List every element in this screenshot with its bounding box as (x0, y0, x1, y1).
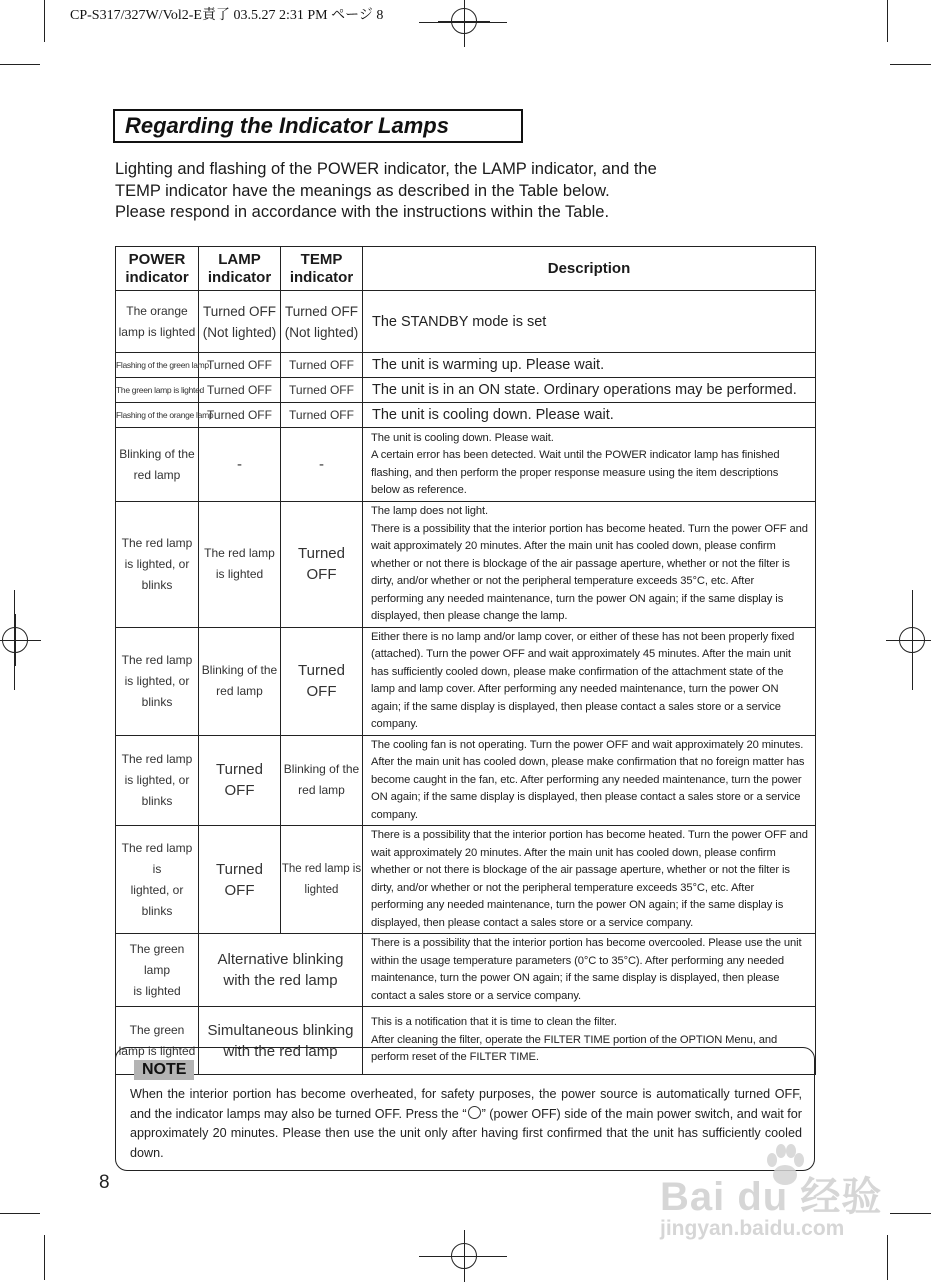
crop-mark (44, 0, 45, 42)
power-cell: The green lamp is lighted (116, 934, 199, 1007)
lamp-cell: - (199, 428, 281, 502)
table-row (116, 378, 816, 403)
header-lamp: LAMP indicator (199, 247, 281, 291)
lamp-cell: Turned OFF (199, 826, 281, 934)
temp-cell: Blinking of the red lamp (281, 735, 363, 826)
power-cell: The red lamp is lighted, or blinks (116, 826, 199, 934)
power-cell: The red lamp is lighted, or blinks (116, 502, 199, 628)
print-header: CP-S317/327W/Vol2-E責了 03.5.27 2:31 PM ページ 8 (70, 8, 384, 23)
table-row (116, 735, 816, 826)
temp-cell: Turned OFF (281, 627, 363, 735)
table-row (116, 353, 816, 378)
crop-mark (890, 64, 931, 65)
registration-mark-icon (451, 1243, 477, 1269)
crop-mark (0, 1213, 40, 1214)
table-header-row (116, 247, 816, 291)
power-cell: The red lamp is lighted, or blinks (116, 735, 199, 826)
temp-cell: Turned OFF (281, 378, 363, 403)
lamp-cell: The red lamp is lighted (199, 502, 281, 628)
power-off-icon (468, 1106, 481, 1119)
lamp-cell: Turned OFF (199, 403, 281, 428)
watermark-logo: Bai du 经验 (660, 1175, 883, 1219)
description-cell: There is a possibility that the interior portion has become heated. Turn the power OFF and wait approximately 20 minutes. After the main unit has cooled down, please confirm whether or not there is blockage of the air passage aperture, whether or not the filter is dirty, and/or whether or not the peripheral temperature exceeds 35°C, etc. After performing any needed maintenance, turn the power ON again; if the same display is displayed, then please contact a sales store or a service company. (363, 826, 816, 934)
registration-mark-icon (2, 627, 28, 653)
registration-mark-icon (899, 627, 925, 653)
crop-mark (0, 64, 40, 65)
intro-line: Please respond in accordance with the instructions within the Table. (115, 203, 610, 221)
header-temp: TEMP indicator (281, 247, 363, 291)
temp-cell: - (281, 428, 363, 502)
intro-line: TEMP indicator have the meanings as described in the Table below. (115, 181, 610, 200)
crop-mark (887, 1235, 888, 1280)
intro-paragraph (115, 159, 755, 224)
temp-cell: Turned OFF (281, 403, 363, 428)
temp-cell: Turned OFF (281, 502, 363, 628)
lamp-cell: Turned OFF (199, 735, 281, 826)
lamp-cell: Turned OFF (199, 353, 281, 378)
intro-line: Lighting and flashing of the POWER indicator, the LAMP indicator, and the (115, 160, 657, 178)
description-cell: The unit is in an ON state. Ordinary operations may be performed. (363, 378, 816, 403)
note-text-start: When the interior portion has become overheated, for safety purposes, the power source is automatically turned OFF, and the indicator lamps may also be turned OFF. Press the “ (130, 1087, 802, 1121)
table-row (116, 502, 816, 628)
lamp-temp-cell: Simultaneous blinking with the red lamp (199, 1007, 363, 1075)
description-cell: This is a notification that it is time to clean the filter. After cleaning the filter, operate the FILTER TIME portion of the OPTION Menu, and perform reset of the FILTER TIME. (363, 1007, 816, 1075)
power-cell: The green lamp is lighted (116, 378, 199, 403)
power-cell: Flashing of the orange lamp (116, 403, 199, 428)
table-row (116, 627, 816, 735)
watermark-url: jingyan.baidu.com (660, 1217, 845, 1240)
crop-mark (890, 1213, 931, 1214)
description-cell: There is a possibility that the interior portion has become overcooled. Please use the unit within the usage temperature parameters (0°C to 35°C). After performing any needed maintenance, turn the power ON again; if the same display is displayed, then please contact a sales store or a service company. (363, 934, 816, 1007)
description-cell: The unit is warming up. Please wait. (363, 353, 816, 378)
description-cell: The unit is cooling down. Please wait. (363, 403, 816, 428)
crop-mark (887, 0, 888, 42)
power-cell: Blinking of the red lamp (116, 428, 199, 502)
header-description: Description (363, 247, 816, 291)
lamp-cell: Blinking of the red lamp (199, 627, 281, 735)
header-power: POWER indicator (116, 247, 199, 291)
table-row (116, 403, 816, 428)
crop-mark (44, 1235, 45, 1280)
power-cell: The green lamp is lighted (116, 1007, 199, 1075)
description-cell: Either there is no lamp and/or lamp cover, or either of these has not been properly fixed (attached). Turn the power OFF and wait approximately 45 minutes. After the main unit has sufficiently cooled down, please make confirmation of the attachment state of the lamp and lamp cover. After performing any needed maintenance, turn the power ON again; if the same display is displayed, then please contact a sales store or a service company. (363, 627, 816, 735)
note-text-end: ” (power OFF) side of the main power switch, and wait for approximately 20 minutes. Please then use the unit only after having first confirmed that the unit has sufficiently cooled down. (130, 1106, 802, 1160)
table-row (116, 428, 816, 502)
description-cell: The lamp does not light. There is a possibility that the interior portion has become heated. Turn the power OFF and wait approximately 20 minutes. After the main unit has cooled down, please confirm whether or not there is blockage of the air passage aperture, whether or not the filter is dirty, and/or whether or not the peripheral temperature exceeds 35°C, etc. After performing any needed maintenance, turn the power ON again; if the same display is displayed, then please change the lamp. (363, 502, 816, 628)
indicator-table (115, 246, 816, 1075)
temp-cell: The red lamp is lighted (281, 826, 363, 934)
temp-cell: Turned OFF (281, 353, 363, 378)
description-cell: The unit is cooling down. Please wait. A certain error has been detected. Wait until the POWER indicator lamp has finished flashing, and then perform the proper response measure using the item descriptions below as reference. (363, 428, 816, 502)
registration-mark-icon (451, 8, 477, 34)
power-cell: Flashing of the green lamp (116, 353, 199, 378)
lamp-cell: Turned OFF (Not lighted) (199, 291, 281, 353)
power-cell: The orange lamp is lighted (116, 291, 199, 353)
note-label: NOTE (134, 1060, 194, 1080)
table-row (116, 291, 816, 353)
power-cell: The red lamp is lighted, or blinks (116, 627, 199, 735)
description-cell: The STANDBY mode is set (363, 291, 816, 353)
table-row (116, 826, 816, 934)
lamp-temp-cell: Alternative blinking with the red lamp (199, 934, 363, 1007)
temp-cell: Turned OFF (Not lighted) (281, 291, 363, 353)
lamp-cell: Turned OFF (199, 378, 281, 403)
page-number: 8 (99, 1172, 110, 1193)
baidu-watermark (660, 1145, 885, 1250)
page-title: Regarding the Indicator Lamps (113, 109, 523, 143)
description-cell: The cooling fan is not operating. Turn the power OFF and wait approximately 20 minutes. After the main unit has cooled down, please make confirmation that no foreign matter has become caught in the fan, etc. After performing any needed maintenance, turn the power ON again; if the same display is displayed, then please contact a sales store or a service company. (363, 735, 816, 826)
table-row (116, 934, 816, 1007)
